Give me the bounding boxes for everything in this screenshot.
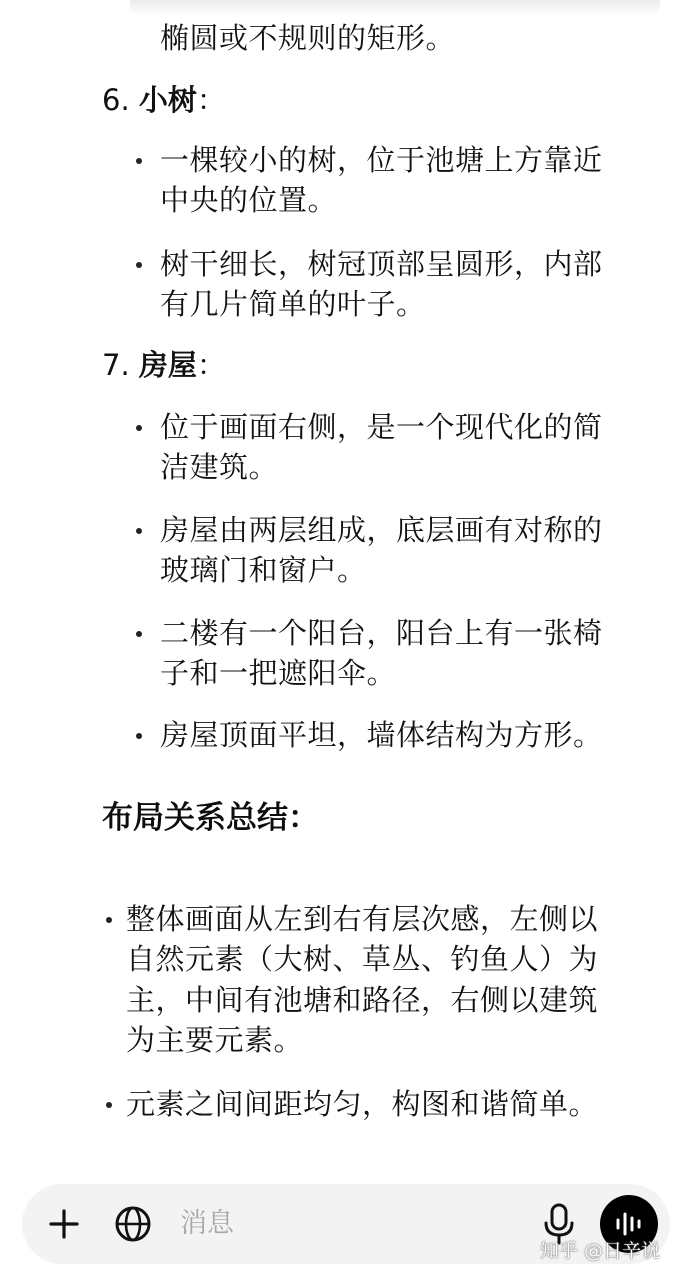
bullet-line: 子和一把遮阳伞。 bbox=[160, 656, 397, 690]
bullet-line: 位于画面右侧，是一个现代化的简 bbox=[160, 410, 603, 444]
list-item-heading bbox=[102, 80, 226, 120]
bullet-line: 整体画面从左到右有层次感，左侧以 bbox=[126, 902, 599, 936]
list-item-heading bbox=[102, 345, 226, 385]
bullet-dot bbox=[136, 733, 142, 739]
bullet-line: 房屋由两层组成，底层画有对称的 bbox=[160, 513, 603, 547]
top-scroll-fade bbox=[130, 0, 660, 16]
list-item-title: 房屋 bbox=[138, 348, 197, 382]
item5-tail-text: 椭圆或不规则的矩形。 bbox=[160, 21, 456, 55]
bullet-dot bbox=[136, 631, 142, 637]
bullet-dot bbox=[136, 528, 142, 534]
bullet-line: 为主要元素。 bbox=[126, 1023, 304, 1057]
bullet-line: 树干细长，树冠顶部呈圆形，内部 bbox=[160, 247, 603, 281]
bullet-line: 洁建筑。 bbox=[160, 450, 279, 484]
bullet-dot bbox=[136, 425, 142, 431]
voice-waveform-icon bbox=[614, 1210, 644, 1238]
list-item-number: 6. bbox=[102, 83, 130, 117]
bullet-dot bbox=[106, 917, 112, 923]
bullet-line: 主，中间有池塘和路径，右侧以建筑 bbox=[126, 983, 599, 1017]
list-item-colon: ： bbox=[196, 348, 226, 382]
section-title: 布局关系总结： bbox=[102, 800, 319, 836]
list-item-colon: ： bbox=[196, 83, 226, 117]
list-item-title: 小树 bbox=[138, 83, 197, 117]
bullet-line: 二楼有一个阳台，阳台上有一张椅 bbox=[160, 616, 603, 650]
bullet-line: 有几片简单的叶子。 bbox=[160, 287, 426, 321]
watermark: 知乎 @日辛说 bbox=[540, 1240, 661, 1262]
globe-icon[interactable] bbox=[113, 1204, 153, 1244]
bullet-dot bbox=[136, 158, 142, 164]
bullet-line: 中央的位置。 bbox=[160, 183, 338, 217]
bullet-line: 元素之间间距均匀，构图和谐简单。 bbox=[126, 1087, 599, 1121]
bullet-line: 玻璃门和窗户。 bbox=[160, 553, 367, 587]
bullet-dot bbox=[136, 262, 142, 268]
bullet-line: 房屋顶面平坦，墙体结构为方形。 bbox=[160, 718, 603, 752]
bullet-dot bbox=[106, 1102, 112, 1108]
bullet-line: 一棵较小的树，位于池塘上方靠近 bbox=[160, 143, 603, 177]
plus-icon[interactable] bbox=[46, 1206, 82, 1242]
list-item-number: 7. bbox=[102, 348, 130, 382]
message-input[interactable]: 消息 bbox=[180, 1208, 234, 1239]
bullet-line: 自然元素（大树、草丛、钓鱼人）为 bbox=[126, 942, 599, 976]
